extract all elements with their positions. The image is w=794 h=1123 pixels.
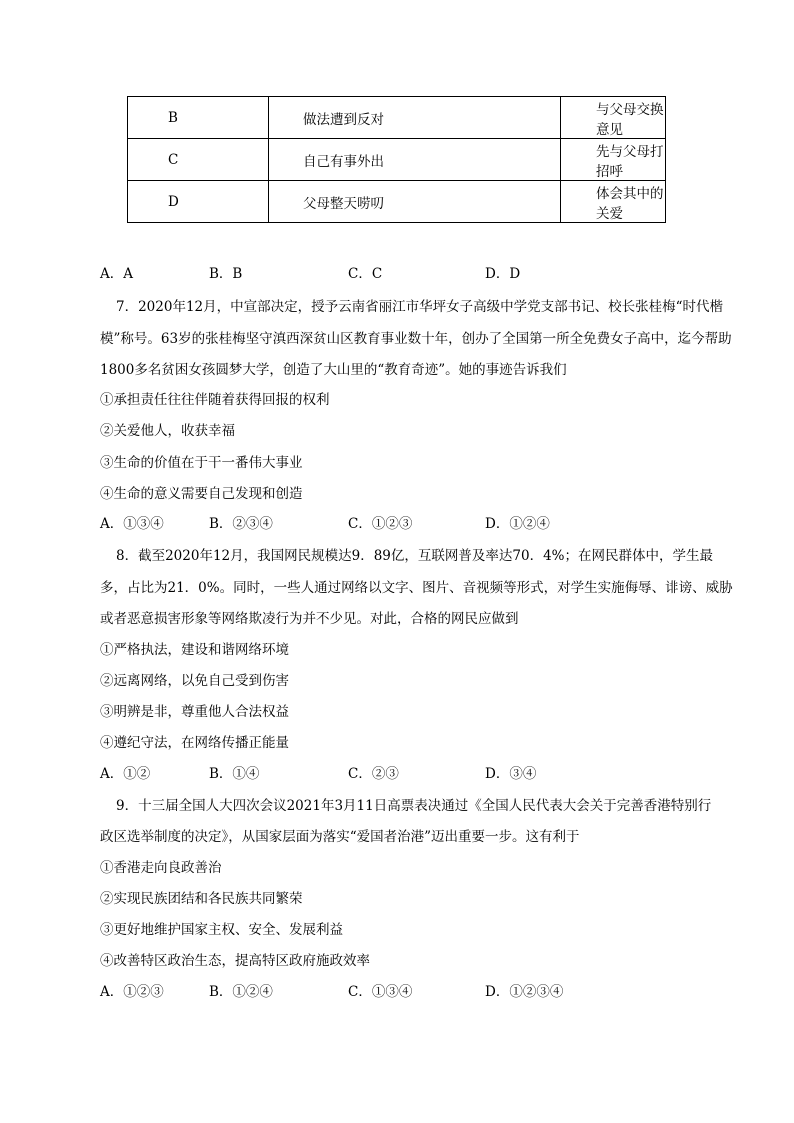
q6-option-a: A．A [100, 266, 133, 282]
q9-option-c: C．①③④ [348, 984, 413, 1000]
q8-stem-line-1: 8．截至2020年12月，我国网民规模达9．89亿，互联网普及率达70．4%；在网民群体中，学生最 [116, 548, 713, 564]
q7-stem-line-3: 1800多名贫困女孩圆梦大学，创造了大山里的“教育奇迹”。她的事迹告诉我们 [100, 362, 567, 378]
table-cell-situation: 自己有事外出 [269, 139, 561, 181]
q7-item-3: ③生命的价值在于干一番伟大事业 [100, 455, 303, 471]
table-cell-situation: 父母整天唠叨 [269, 181, 561, 223]
q8-item-3: ③明辨是非，尊重他人合法权益 [100, 704, 289, 720]
q9-stem-line-1: 9．十三届全国人大四次会议2021年3月11日高票表决通过《全国人民代表大会关于完善香港特别行 [116, 798, 712, 814]
q9-stem-line-2: 政区选举制度的决定》，从国家层面为落实“爱国者治港”迈出重要一步。这有利于 [100, 829, 580, 845]
q8-option-a: A．①② [100, 766, 151, 782]
table-cell-letter: D [128, 181, 269, 223]
q6-option-b: B．B [209, 266, 243, 282]
q8-stem-line-2: 多，占比为21．0%。同时，一些人通过网络以文字、图片、音视频等形式，对学生实施侮辱、诽谤、威胁 [100, 580, 733, 596]
q7-stem-line-1: 7．2020年12月，中宣部决定，授予云南省丽江市华坪女子高级中学党支部书记、校长张桂梅“时代楷 [116, 299, 724, 315]
q8-stem-line-3: 或者恶意损害形象等网络欺凌行为并不少见。对此，合格的网民应做到 [100, 611, 519, 627]
table-row [128, 181, 666, 223]
option-table [127, 96, 666, 223]
q8-option-b: B．①④ [209, 766, 260, 782]
table-cell-action: 体会其中的关爱 [561, 181, 666, 223]
q7-item-4: ④生命的意义需要自己发现和创造 [100, 486, 303, 502]
q9-option-a: A．①②③ [100, 984, 164, 1000]
q9-option-d: D．①②③④ [485, 984, 564, 1000]
q6-option-d: D．D [485, 266, 521, 282]
table-row [128, 97, 666, 139]
q9-item-2: ②实现民族团结和各民族共同繁荣 [100, 891, 303, 907]
table-row [128, 139, 666, 181]
q8-item-1: ①严格执法，建设和谐网络环境 [100, 642, 289, 658]
q7-option-b: B．②③④ [209, 516, 273, 532]
q9-option-b: B．①②④ [209, 984, 273, 1000]
q7-option-a: A．①③④ [100, 516, 164, 532]
q9-item-4: ④改善特区政治生态，提高特区政府施政效率 [100, 953, 370, 969]
q7-stem-line-2: 模”称号。63岁的张桂梅坚守滇西深贫山区教育事业数十年，创办了全国第一所全免费女子高中，迄今帮助 [100, 331, 732, 347]
q8-item-2: ②远离网络，以免自己受到伤害 [100, 673, 289, 689]
table-cell-action: 与父母交换意见 [561, 97, 666, 139]
table-cell-letter: B [128, 97, 269, 139]
q8-option-d: D．③④ [485, 766, 537, 782]
q7-option-c: C．①②③ [348, 516, 413, 532]
q7-item-2: ②关爱他人，收获幸福 [100, 423, 235, 439]
table-cell-action: 先与父母打招呼 [561, 139, 666, 181]
q6-option-c: C．C [348, 266, 383, 282]
q9-item-1: ①香港走向良政善治 [100, 860, 222, 876]
q7-item-1: ①承担责任往往伴随着获得回报的权利 [100, 392, 330, 408]
q8-item-4: ④遵纪守法，在网络传播正能量 [100, 735, 289, 751]
q8-option-c: C．②③ [348, 766, 399, 782]
table-cell-situation: 做法遭到反对 [269, 97, 561, 139]
q9-item-3: ③更好地维护国家主权、安全、发展利益 [100, 922, 343, 938]
table-cell-letter: C [128, 139, 269, 181]
q7-option-d: D．①②④ [485, 516, 550, 532]
